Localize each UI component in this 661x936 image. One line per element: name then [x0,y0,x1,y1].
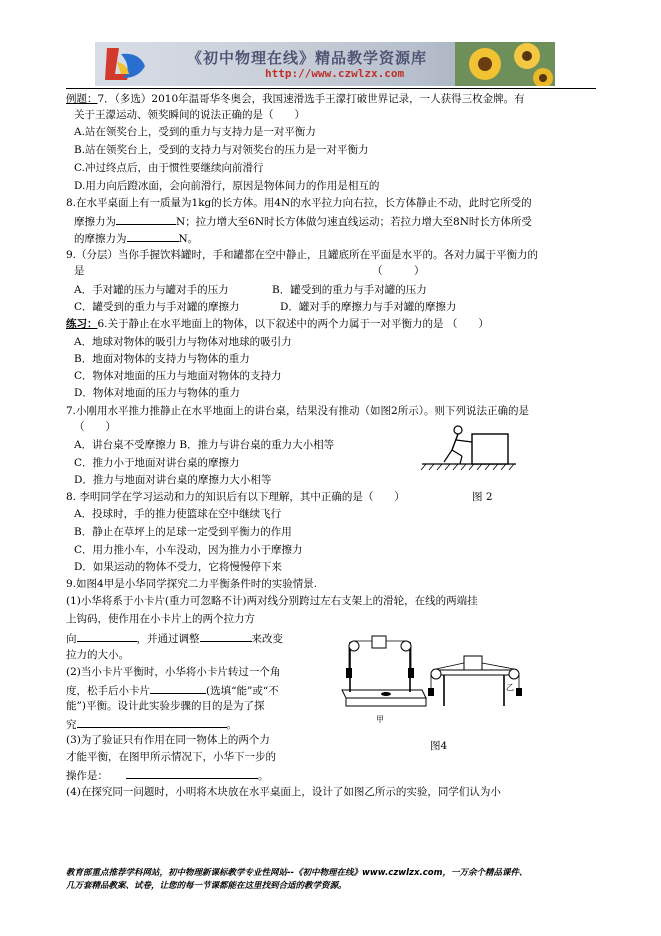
figure-2-label: 图 2 [472,491,493,503]
question-8-text: 8.在水平桌面上有一质量为1kg的长方体。用4N的水平拉力向右拉，长方体静止不动，此时它所受的 [66,197,532,209]
practice-7-text: 7.小刚用水平推力推静止在水平地面上的讲台桌，结果没有推动（如图2所示）。则下列说法正确的是 [66,405,529,417]
option-c: C．用力推小车，小车没动，因为推力小于摩擦力 [74,544,303,556]
part-1-blank-line: 向 ，并通过调整 来改变 [66,630,283,646]
practice-6-line: 练习：6.关于静止在水平地面上的物体，以下叙述中的两个力属于一对平衡力的是 （ ） [66,318,489,330]
question-9-text: 9.（分层）当你手握饮料罐时，手和罐都在空中静止，且罐底所在平面是水平的。各对力属于平衡力的 [66,249,539,261]
figure-4b-label: 乙 [506,683,514,692]
part-4-text: (4)在探究同一问题时，小明将木块放在水平桌面上，设计了如图乙所示的实验，同学们认为小 [66,786,501,798]
part-2-text: (2)当小卡片平衡时，小华将小卡片转过一个角 [66,666,281,678]
option-d: D．物体对地面的压力与物体的重力 [74,387,240,399]
part-3-blank-line: 操作是： 。 [66,767,269,783]
option-d: D．推力与地面对讲台桌的摩擦力大小相等 [74,474,272,486]
part-1-text-cont: 上钩码，使作用在小卡片上的两个拉力方 [66,613,255,625]
option-b: B．静止在草坪上的足球一定受到平衡力的作用 [74,526,292,538]
question-8-blank-line-2: 的摩擦力为 N。 [74,230,198,246]
figure-4b-table-pulley [426,648,526,708]
practice-9-text: 9.如图4甲是小华同学探究二力平衡条件时的实验情景. [66,578,318,590]
part-2-blank-line-2: 究 。 [66,716,237,732]
part-3-text-cont: 才能平衡，在图甲所示情况下，小华下一步的 [66,751,276,763]
answer-blank[interactable] [200,630,252,642]
option-c: C．推力小于地面对讲台桌的摩擦力 [74,457,240,469]
figure-4a-label: 甲 [376,715,384,724]
header-rule [66,88,596,89]
part-1-text-end: 拉力的大小。 [66,649,129,661]
option-a: A.站在领奖台上，受到的重力与支持力是一对平衡力 [74,126,316,138]
question-8-blank-line: 摩擦力为 N；拉力增大至6N时长方体做匀速直线运动；若拉力增大至8N时长方体所受 [74,213,532,229]
answer-blank[interactable] [126,767,258,779]
figure-4a-pulley-card [336,624,428,716]
part-3-text: (3)为了验证只有作用在同一物体上的两个力 [66,734,270,746]
footer-line-1: 教育部重点推荐学科网站，初中物理新课标教学专业性网站--《初中物理在线》www.czwlzx.com，一万余个精品课件、 [66,868,528,878]
option-d: D．如果运动的物体不受力，它将慢慢停下来 [74,561,282,573]
option-b: B．罐受到的重力与手对罐的压力 [272,284,427,296]
option-a: A．手对罐的压力与罐对手的压力 [74,284,229,296]
option-a: A．地球对物体的吸引力与物体对地球的吸引力 [74,336,292,348]
footer-line-2: 几万套精品教案、试卷，让您的每一节课都能在这里找到合适的教学资源。 [66,881,347,891]
banner-title: 《初中物理在线》精品教学资源库 [187,49,428,67]
answer-paren: （ ） [372,265,425,277]
question-9-text-cont: 是 [74,265,85,277]
answer-paren: （ ） [74,421,116,433]
option-a-b: A．讲台桌不受摩擦力 B．推力与讲台桌的重力大小相等 [74,439,335,451]
header-banner [95,42,555,86]
part-2-blank-line: 度，松手后小卡片 (选填“能”或“不 [66,682,279,698]
example-7-stem: 关于王濛运动、领奖瞬间的说法正确的是（ ） [74,109,305,121]
part-1-text: (1)小华将系于小卡片(重力可忽略不计)两对线分别跨过左右支架上的滑轮，在线的两端挂 [66,595,478,607]
part-2-text-cont: 能”)平衡。设计此实验步骤的目的是为了探 [66,700,265,712]
practice-8-text: 8. 李明同学在学习运动和力的知识后有以下理解，其中正确的是（ ） [66,491,405,503]
option-a: A．投球时，手的推力使篮球在空中继续飞行 [74,508,282,520]
figure-4-label: 图4 [430,740,448,752]
answer-blank[interactable] [77,630,137,642]
example-7-line: 例题：7．（多选）2010年温哥华冬奥会，我国速滑选手王濛打破世界记录，一人获得三枚金牌。有 [66,93,525,105]
answer-blank[interactable] [116,213,176,225]
sunflower-image-icon [455,42,555,86]
option-b: B．地面对物体的支持力与物体的重力 [74,353,250,365]
answer-blank[interactable] [127,230,179,242]
answer-blank[interactable] [150,682,206,694]
option-c: C．罐受到的重力与手对罐的摩擦力 [74,301,240,313]
site-logo-icon [99,44,151,84]
option-d: D．罐对手的摩擦力与手对罐的摩擦力 [280,301,457,313]
answer-blank[interactable] [77,716,227,728]
banner-url[interactable]: http://www.czwlzx.com [265,67,405,80]
figure-2-push-desk [420,418,520,472]
option-d: D.用力向后蹬冰面，会向前滑行，原因是物体间力的作用是相互的 [74,180,380,192]
option-c: C．物体对地面的压力与地面对物体的支持力 [74,370,282,382]
option-c: C.冲过终点后，由于惯性要继续向前滑行 [74,162,264,174]
option-b: B.站在领奖台上，受到的支持力与对领奖台的压力是一对平衡力 [74,144,369,156]
